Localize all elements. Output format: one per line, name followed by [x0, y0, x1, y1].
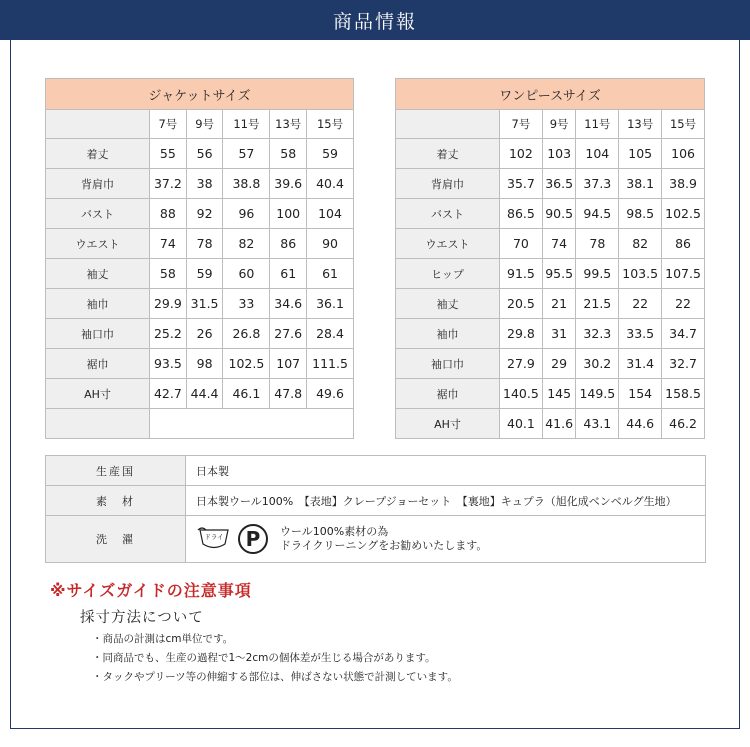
notice-subtitle: 採寸方法について [80, 610, 204, 626]
measurement-cell: 40.1 [500, 409, 543, 439]
wash-description [280, 525, 487, 553]
measurement-cell: 59 [186, 259, 223, 289]
size-header: 7号 [500, 110, 543, 139]
table-row [396, 349, 705, 379]
measurement-cell: 111.5 [307, 349, 354, 379]
measurement-cell: 82 [223, 229, 270, 259]
table-row [46, 229, 354, 259]
measurement-cell: 21 [542, 289, 576, 319]
measurement-cell: 60 [223, 259, 270, 289]
measurement-cell: 86 [662, 229, 705, 259]
measurement-cell: 149.5 [576, 379, 619, 409]
table-row [396, 289, 705, 319]
table-row [46, 289, 354, 319]
measurement-cell: 104 [307, 199, 354, 229]
onepiece-rows [396, 139, 705, 439]
onepiece-title-row [396, 79, 705, 110]
measurement-cell: 158.5 [662, 379, 705, 409]
measurement-cell: 34.7 [662, 319, 705, 349]
measurement-cell: 95.5 [542, 259, 576, 289]
measurement-cell: 91.5 [500, 259, 543, 289]
measurement-cell: 44.6 [619, 409, 662, 439]
measurement-cell: 37.2 [150, 169, 187, 199]
measurement-cell: 98.5 [619, 199, 662, 229]
table-row [396, 199, 705, 229]
measurement-cell: 102 [500, 139, 543, 169]
measurement-cell: 107.5 [662, 259, 705, 289]
measurement-cell: 70 [500, 229, 543, 259]
measurement-cell: 31 [542, 319, 576, 349]
origin-value: 日本製 [186, 456, 706, 486]
measurement-cell: 102.5 [223, 349, 270, 379]
notice-item: ・商品の計測はcm単位です。 [92, 633, 234, 645]
measurement-cell: 29.9 [150, 289, 187, 319]
measurement-cell: 22 [619, 289, 662, 319]
notice-item: ・同商品でも、生産の過程で1～2cmの個体差が生じる場合があります。 [92, 652, 436, 664]
onepiece-size-header-row [396, 110, 705, 139]
size-header: 15号 [662, 110, 705, 139]
onepiece-title: ワンピースサイズ [396, 79, 705, 110]
measurement-cell: 38.8 [223, 169, 270, 199]
measurement-cell: 34.6 [270, 289, 307, 319]
table-row [396, 259, 705, 289]
measurement-cell: 99.5 [576, 259, 619, 289]
measurement-cell: 35.7 [500, 169, 543, 199]
page-title: 商品情報 [0, 0, 750, 40]
row-label: AH寸 [396, 409, 500, 439]
measurement-cell: 31.5 [186, 289, 223, 319]
size-header: 9号 [186, 110, 223, 139]
measurement-cell: 61 [270, 259, 307, 289]
measurement-cell: 74 [150, 229, 187, 259]
measurement-cell: 58 [150, 259, 187, 289]
row-label: 袖巾 [46, 289, 150, 319]
measurement-cell: 96 [223, 199, 270, 229]
table-row [46, 199, 354, 229]
wash-care-group [196, 524, 695, 554]
measurement-cell: 27.9 [500, 349, 543, 379]
table-row [46, 319, 354, 349]
jacket-empty-row [46, 409, 354, 439]
measurement-cell: 32.3 [576, 319, 619, 349]
measurement-cell: 55 [150, 139, 187, 169]
measurement-cell: 39.6 [270, 169, 307, 199]
measurement-cell: 78 [576, 229, 619, 259]
row-label: 袖巾 [396, 319, 500, 349]
measurement-cell: 106 [662, 139, 705, 169]
measurement-cell: 46.2 [662, 409, 705, 439]
table-row [396, 169, 705, 199]
table-row [46, 169, 354, 199]
measurement-cell: 29 [542, 349, 576, 379]
measurement-cell: 20.5 [500, 289, 543, 319]
row-label: 裾巾 [46, 349, 150, 379]
size-header: 7号 [150, 110, 187, 139]
size-header: 13号 [619, 110, 662, 139]
wash-row [46, 516, 706, 563]
row-label: バスト [396, 199, 500, 229]
measurement-cell: 40.4 [307, 169, 354, 199]
wash-value [186, 516, 706, 563]
measurement-cell: 93.5 [150, 349, 187, 379]
row-label: ウエスト [396, 229, 500, 259]
measurement-cell: 56 [186, 139, 223, 169]
measurement-cell: 25.2 [150, 319, 187, 349]
measurement-cell: 32.7 [662, 349, 705, 379]
measurement-cell: 104 [576, 139, 619, 169]
measurement-cell: 57 [223, 139, 270, 169]
measurement-cell: 140.5 [500, 379, 543, 409]
measurement-cell: 90 [307, 229, 354, 259]
measurement-cell: 28.4 [307, 319, 354, 349]
p-circle-icon: P [238, 524, 268, 554]
jacket-size-header-row [46, 110, 354, 139]
measurement-cell: 30.2 [576, 349, 619, 379]
measurement-cell: 58 [270, 139, 307, 169]
wash-line: ウール100%素材の為 [280, 525, 389, 538]
measurement-cell: 22 [662, 289, 705, 319]
empty-cell [150, 409, 354, 439]
measurement-cell: 36.5 [542, 169, 576, 199]
jacket-size-table [45, 78, 354, 439]
measurement-cell: 29.8 [500, 319, 543, 349]
measurement-cell: 98 [186, 349, 223, 379]
jacket-title: ジャケットサイズ [46, 79, 354, 110]
table-row [396, 229, 705, 259]
measurement-cell: 86.5 [500, 199, 543, 229]
measurement-cell: 78 [186, 229, 223, 259]
measurement-cell: 42.7 [150, 379, 187, 409]
measurement-cell: 44.4 [186, 379, 223, 409]
table-row [396, 409, 705, 439]
table-row [46, 349, 354, 379]
empty-cell [46, 409, 150, 439]
onepiece-size-table [395, 78, 705, 439]
measurement-cell: 100 [270, 199, 307, 229]
table-row [46, 259, 354, 289]
jacket-title-row [46, 79, 354, 110]
measurement-cell: 74 [542, 229, 576, 259]
row-label: 着丈 [46, 139, 150, 169]
row-label: ヒップ [396, 259, 500, 289]
row-label: 着丈 [396, 139, 500, 169]
measurement-cell: 37.3 [576, 169, 619, 199]
dry-clean-icon [196, 524, 232, 554]
measurement-cell: 26 [186, 319, 223, 349]
table-corner [46, 110, 150, 139]
measurement-cell: 21.5 [576, 289, 619, 319]
measurement-cell: 94.5 [576, 199, 619, 229]
measurement-cell: 36.1 [307, 289, 354, 319]
origin-label: 生産国 [46, 456, 186, 486]
row-label: 背肩巾 [46, 169, 150, 199]
origin-row [46, 456, 706, 486]
measurement-cell: 47.8 [270, 379, 307, 409]
material-label: 素 材 [46, 486, 186, 516]
measurement-cell: 145 [542, 379, 576, 409]
measurement-cell: 49.6 [307, 379, 354, 409]
material-row [46, 486, 706, 516]
measurement-cell: 103.5 [619, 259, 662, 289]
notice-list [92, 630, 458, 687]
measurement-cell: 41.6 [542, 409, 576, 439]
wash-line: ドライクリーニングをお勧めいたします。 [280, 539, 488, 552]
measurement-cell: 31.4 [619, 349, 662, 379]
measurement-cell: 38.1 [619, 169, 662, 199]
measurement-cell: 102.5 [662, 199, 705, 229]
size-header: 11号 [223, 110, 270, 139]
measurement-cell: 26.8 [223, 319, 270, 349]
material-value: 日本製ウール100% 【表地】クレープジョーセット 【裏地】キュプラ（旭化成ベンベルグ生地） [186, 486, 706, 516]
dry-icon-label: ドライ [204, 533, 224, 541]
table-row [396, 319, 705, 349]
measurement-cell: 92 [186, 199, 223, 229]
size-header: 9号 [542, 110, 576, 139]
measurement-cell: 43.1 [576, 409, 619, 439]
jacket-rows [46, 139, 354, 409]
measurement-cell: 33.5 [619, 319, 662, 349]
size-header: 15号 [307, 110, 354, 139]
table-corner [396, 110, 500, 139]
measurement-cell: 105 [619, 139, 662, 169]
row-label: AH寸 [46, 379, 150, 409]
measurement-cell: 33 [223, 289, 270, 319]
notice-title: ※サイズガイドの注意事項 [50, 581, 252, 600]
table-row [396, 139, 705, 169]
row-label: 袖丈 [46, 259, 150, 289]
table-row [396, 379, 705, 409]
table-row [46, 139, 354, 169]
wash-label: 洗 濯 [46, 516, 186, 563]
measurement-cell: 82 [619, 229, 662, 259]
measurement-cell: 103 [542, 139, 576, 169]
measurement-cell: 86 [270, 229, 307, 259]
notice-item: ・タックやプリーツ等の伸縮する部位は、伸ばさない状態で計測しています。 [92, 671, 458, 683]
size-header: 13号 [270, 110, 307, 139]
measurement-cell: 88 [150, 199, 187, 229]
row-label: ウエスト [46, 229, 150, 259]
row-label: バスト [46, 199, 150, 229]
row-label: 袖口巾 [46, 319, 150, 349]
measurement-cell: 27.6 [270, 319, 307, 349]
measurement-cell: 90.5 [542, 199, 576, 229]
measurement-cell: 61 [307, 259, 354, 289]
row-label: 裾巾 [396, 379, 500, 409]
measurement-cell: 38 [186, 169, 223, 199]
row-label: 袖口巾 [396, 349, 500, 379]
size-header: 11号 [576, 110, 619, 139]
measurement-cell: 46.1 [223, 379, 270, 409]
measurement-cell: 154 [619, 379, 662, 409]
product-info-table [45, 455, 706, 563]
measurement-cell: 38.9 [662, 169, 705, 199]
row-label: 背肩巾 [396, 169, 500, 199]
row-label: 袖丈 [396, 289, 500, 319]
measurement-cell: 59 [307, 139, 354, 169]
measurement-cell: 107 [270, 349, 307, 379]
table-row [46, 379, 354, 409]
